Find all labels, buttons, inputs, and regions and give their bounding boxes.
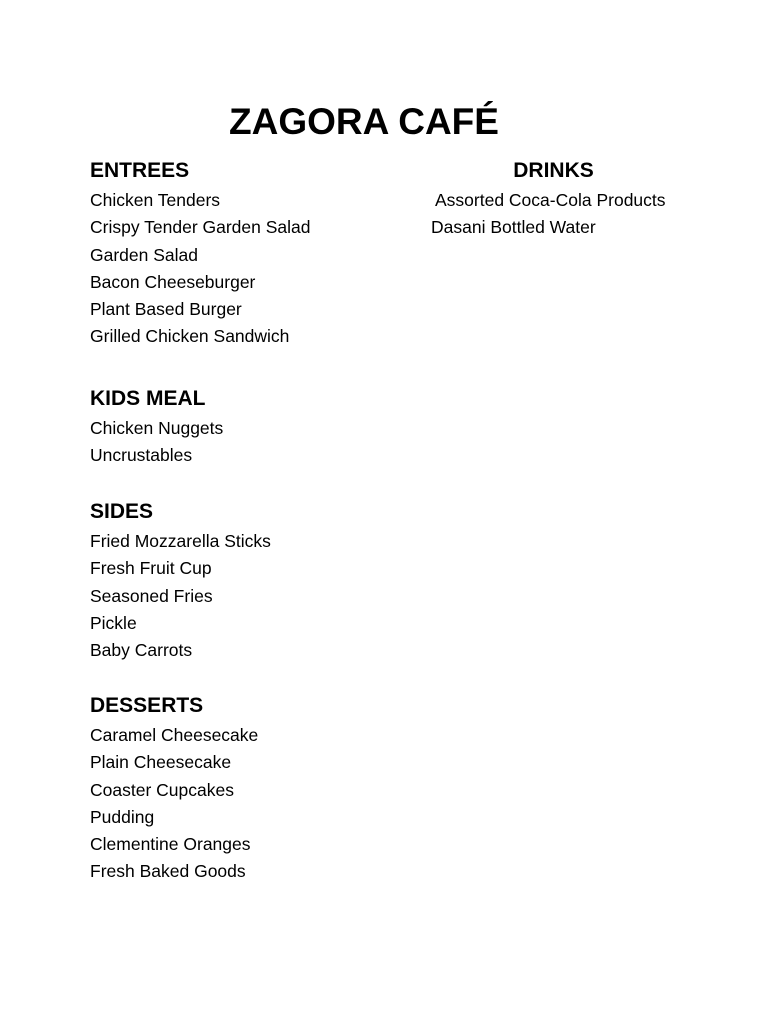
entrees-section (90, 157, 311, 351)
menu-item: Baby Carrots (90, 640, 193, 661)
page-title: ZAGORA CAFÉ (229, 101, 499, 142)
menu-item: Dasani Bottled Water (431, 217, 596, 238)
menu-item: Pickle (90, 612, 137, 633)
menu-item: Seasoned Fries (90, 585, 213, 606)
menu-item: Chicken Nuggets (90, 418, 224, 438)
drinks-heading: DRINKS (513, 159, 594, 182)
menu-item: Fresh Fruit Cup (90, 558, 212, 579)
drinks-section (431, 157, 676, 242)
menu-item: Fried Mozzarella Sticks (90, 531, 271, 551)
entrees-heading: ENTREES (90, 159, 190, 182)
menu-item: Crispy Tender Garden Salad (90, 217, 311, 238)
kids-meal-heading: KIDS MEAL (90, 387, 206, 410)
desserts-section (90, 692, 258, 886)
menu-item: Assorted Coca-Cola Products (435, 190, 666, 210)
menu-item: Grilled Chicken Sandwich (90, 326, 290, 347)
menu-item: Caramel Cheesecake (90, 725, 259, 745)
kids-meal-section (90, 385, 223, 470)
menu-item: Plain Cheesecake (90, 752, 232, 773)
menu-item: Pudding (90, 806, 155, 827)
menu-item: Uncrustables (90, 445, 193, 466)
menu-item: Bacon Cheeseburger (90, 271, 256, 292)
menu-item: Coaster Cupcakes (90, 779, 234, 800)
menu-item: Garden Salad (90, 244, 198, 265)
menu-item: Clementine Oranges (90, 834, 251, 855)
desserts-heading: DESSERTS (90, 694, 204, 717)
menu-item: Chicken Tenders (90, 190, 221, 210)
menu-item: Fresh Baked Goods (90, 861, 246, 882)
sides-heading: SIDES (90, 500, 154, 523)
menu-item: Plant Based Burger (90, 299, 242, 320)
sides-section (90, 498, 271, 664)
